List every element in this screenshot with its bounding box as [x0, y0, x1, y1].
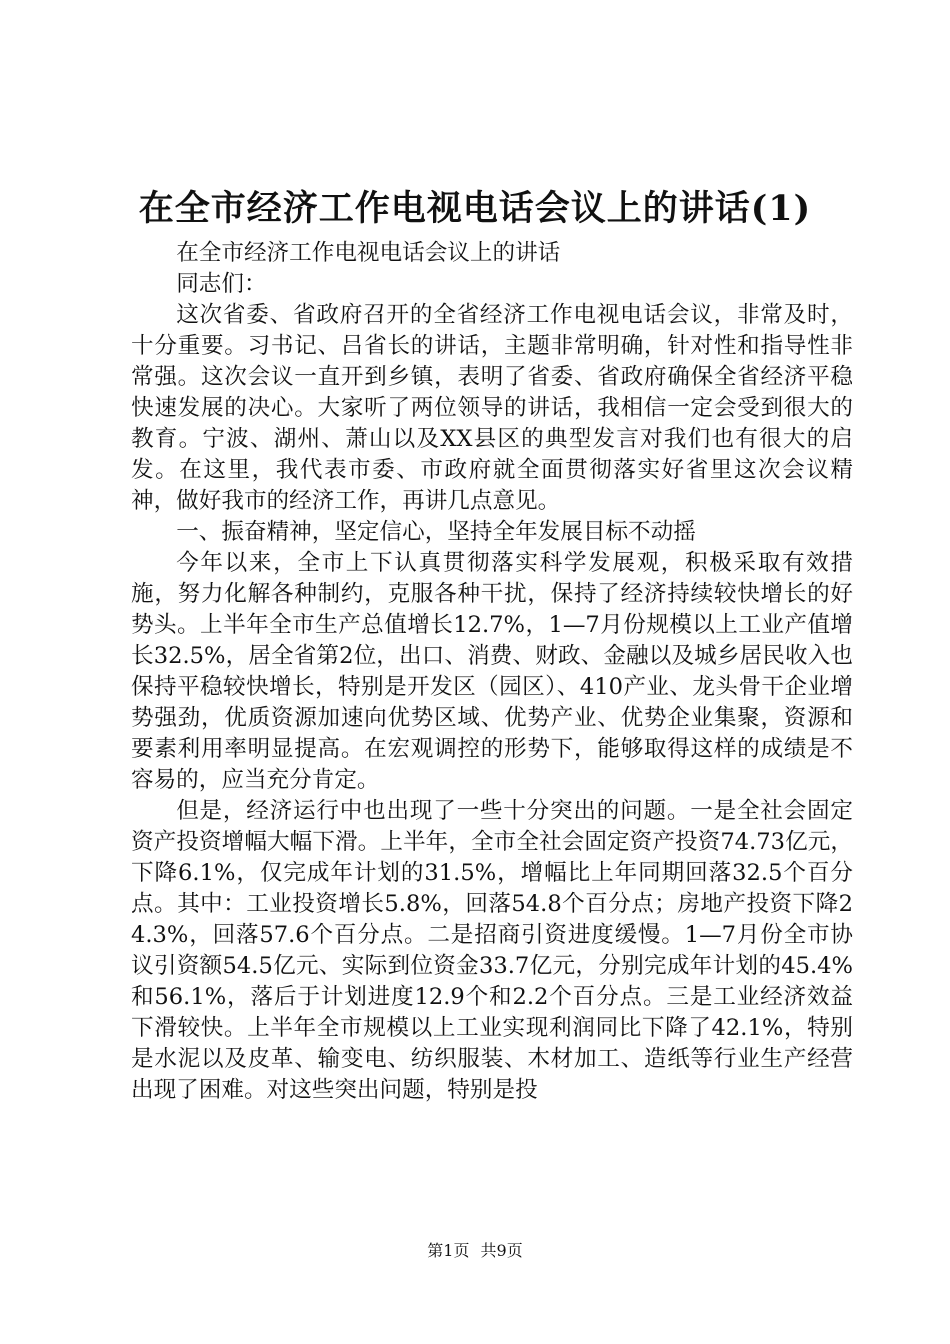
page-footer	[0, 1240, 950, 1262]
document-body	[131, 238, 853, 1106]
paragraph-achievements: 今年以来，全市上下认真贯彻落实科学发展观，积极采取有效措施，努力化解各种制约，克服各种干扰，保持了经济持续较快增长的好势头。上半年全市生产总值增长12.7%，1—7月份规模以上工业产值增长32.5%，居全省第2位，出口、消费、财政、金融以及城乡居民收入也保持平稳较快增长，特别是开发区（园区）、410产业、龙头骨干企业增势强劲，优质资源加速向优势区域、优势产业、优势企业集聚，资源和要素利用率明显提高。在宏观调控的形势下，能够取得这样的成绩是不容易的，应当充分肯定。	[131, 550, 853, 793]
section-heading: 一、振奋精神，坚定信心，坚持全年发展目标不动摇	[176, 519, 696, 545]
paragraph-salutation: 同志们：	[176, 271, 267, 297]
paragraph-intro: 这次省委、省政府召开的全省经济工作电视电话会议，非常及时，十分重要。习书记、吕省长的讲话，主题非常明确，针对性和指导性非常强。这次会议一直开到乡镇，表明了省委、省政府确保全省经济平稳快速发展的决心。大家听了两位领导的讲话，我相信一定会受到很大的教育。宁波、湖州、萧山以及XX县区的典型发言对我们也有很大的启发。在这里，我代表市委、市政府就全面贯彻落实好省里这次会议精神，做好我市的经济工作，再讲几点意见。	[131, 302, 853, 514]
page-number: 第1页	[427, 1241, 470, 1260]
page-total: 共9页	[480, 1241, 523, 1260]
document-title: 在全市经济工作电视电话会议上的讲话(1)	[138, 188, 812, 229]
paragraph-problems: 但是，经济运行中也出现了一些十分突出的问题。一是全社会固定资产投资增幅大幅下滑。上半年，全市全社会固定资产投资74.73亿元，下降6.1%，仅完成年计划的31.5%，增幅比上年同期回落32.5个百分点。其中：工业投资增长5.8%，回落54.8个百分点；房地产投资下降24.3%，回落57.6个百分点。二是招商引资进度缓慢。1—7月份全市协议引资额54.5亿元、实际到位资金33.7亿元，分别完成年计划的45.4%和56.1%，落后于计划进度12.9个和2.2个百分点。三是工业经济效益下滑较快。上半年全市规模以上工业实现利润同比下降了42.1%，特别是水泥以及皮革、输变电、纺织服装、木材加工、造纸等行业生产经营出现了困难。对这些突出问题，特别是投	[131, 798, 853, 1103]
paragraph-subtitle: 在全市经济工作电视电话会议上的讲话	[176, 240, 561, 266]
